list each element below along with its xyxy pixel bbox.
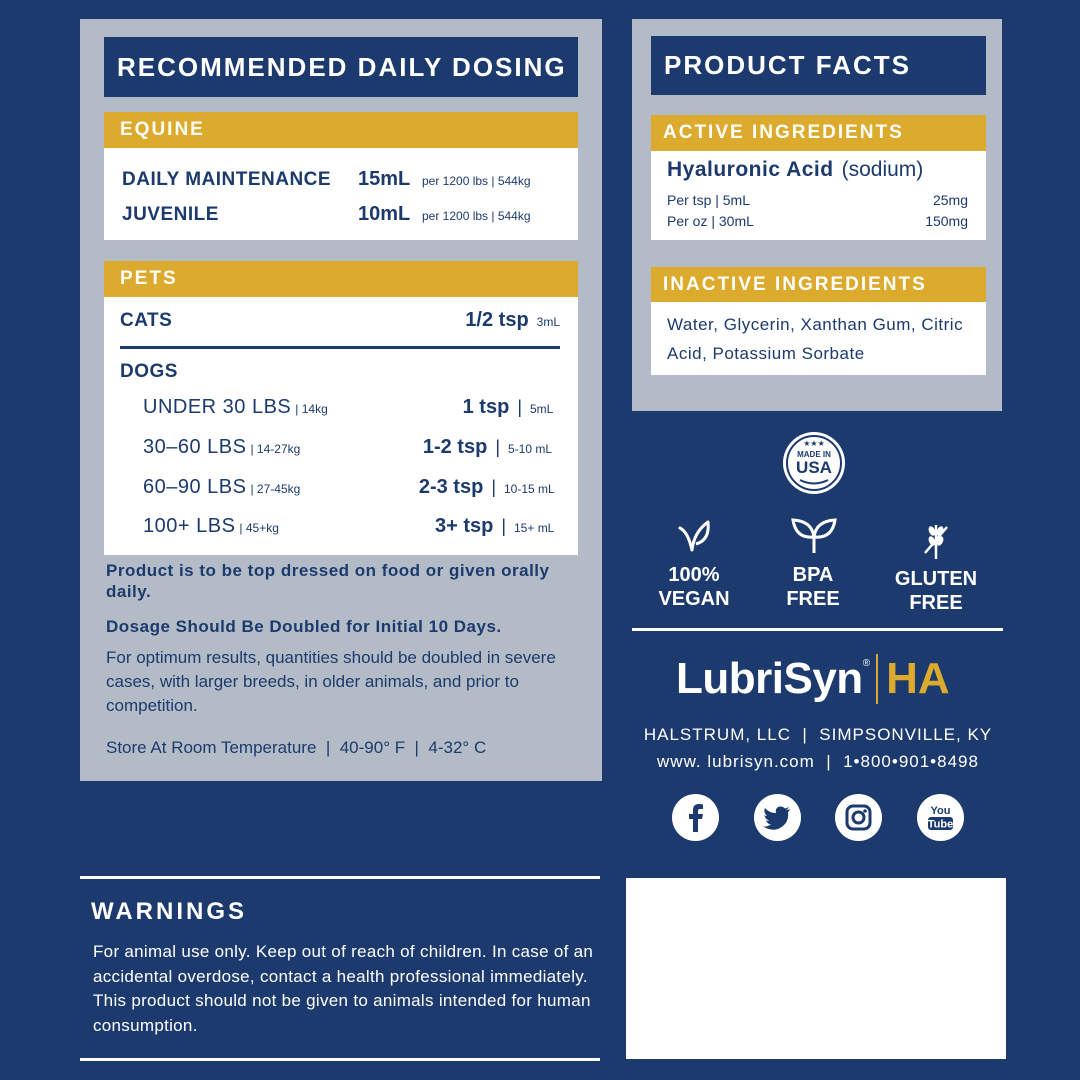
dogs-label-row: DOGS: [120, 361, 178, 382]
dog-dose-row: 60–90 LBS | 27-45kg 2-3 tsp | 10-15 mL: [143, 476, 555, 498]
svg-text:USA: USA: [796, 458, 832, 477]
logo-divider: [876, 654, 878, 704]
vegan-badge: 100% VEGAN: [658, 564, 730, 610]
made-in-usa-icon: [782, 431, 846, 495]
svg-text:You: You: [930, 805, 951, 817]
facts-title: PRODUCT FACTS: [651, 36, 986, 95]
inactive-text: Water, Glycerin, Xanthan Gum, Citric Acid, Potassium Sorbate: [667, 315, 964, 363]
pets-heading: PETS: [104, 261, 578, 297]
equine-box: [104, 148, 578, 240]
brand-divider: [632, 628, 1003, 631]
instagram-icon[interactable]: [835, 794, 882, 841]
warnings-bottom-divider: [80, 1058, 600, 1061]
gluten-wheat-icon: [922, 519, 950, 561]
equine-row: DAILY MAINTENANCE 15mL per 1200 lbs | 544kg: [122, 168, 531, 190]
twitter-icon[interactable]: [754, 794, 801, 841]
pets-box: [104, 297, 578, 555]
warnings-top-divider: [80, 876, 600, 879]
bpa-badge: BPA FREE: [786, 564, 840, 610]
dog-dose-row: UNDER 30 LBS | 14kg 1 tsp | 5mL: [143, 396, 554, 418]
svg-text:Tube: Tube: [927, 818, 954, 831]
active-heading: ACTIVE INGREDIENTS: [651, 115, 986, 151]
facts-panel: [632, 19, 1002, 411]
equine-row: JUVENILE 10mL per 1200 lbs | 544kg: [122, 203, 531, 225]
svg-text:MADE IN: MADE IN: [797, 450, 831, 459]
inactive-box: [651, 302, 986, 375]
svg-text:★★★: ★★★: [803, 439, 825, 448]
blank-label-area: [626, 878, 1006, 1059]
double-dose-note: Dosage Should Be Doubled for Initial 10 Days.: [106, 617, 502, 636]
warnings-title: WARNINGS: [91, 898, 247, 925]
topdress-note: Product is to be top dressed on food or given orally daily.: [106, 561, 550, 601]
active-row: Per oz | 30mL 150mg: [667, 213, 968, 229]
storage-note: Store At Room Temperature | 40-90° F | 4-32° C: [106, 738, 487, 757]
active-box: [651, 151, 986, 240]
facebook-icon[interactable]: [672, 794, 719, 841]
brand-logo: LubriSyn ® HA: [676, 654, 950, 703]
dog-dose-row: 30–60 LBS | 14-27kg 1-2 tsp | 5-10 mL: [143, 436, 553, 458]
contact-line: www. lubrisyn.com | 1•800•901•8498: [657, 752, 979, 771]
cats-divider: [120, 346, 560, 349]
cats-row: CATS 1/2 tsp 3mL: [120, 309, 560, 331]
optimum-note: For optimum results, quantities should be doubled in severe cases, with larger breeds, in older animals, and prior to competition.: [106, 648, 556, 715]
dosing-title: RECOMMENDED DAILY DOSING: [104, 37, 578, 97]
inactive-heading: INACTIVE INGREDIENTS: [651, 267, 986, 302]
gluten-badge: GLUTEN FREE: [894, 568, 978, 614]
youtube-icon[interactable]: [917, 794, 964, 841]
active-name-row: Hyaluronic Acid (sodium): [667, 158, 924, 181]
warnings-text: For animal use only. Keep out of reach of children. In case of an accidental overdose, contact a health professional immediately. This product should not be given to animals intended for human consumption.: [93, 942, 594, 1035]
company-line: HALSTRUM, LLC | SIMPSONVILLE, KY: [643, 725, 993, 744]
bpa-sprout-icon: [790, 515, 838, 555]
vegan-leaf-icon: [674, 518, 714, 558]
dog-dose-row: 100+ LBS | 45+kg 3+ tsp | 15+ mL: [143, 515, 555, 537]
equine-heading: EQUINE: [104, 112, 578, 148]
dosing-panel: [80, 19, 602, 781]
active-row: Per tsp | 5mL 25mg: [667, 192, 968, 208]
